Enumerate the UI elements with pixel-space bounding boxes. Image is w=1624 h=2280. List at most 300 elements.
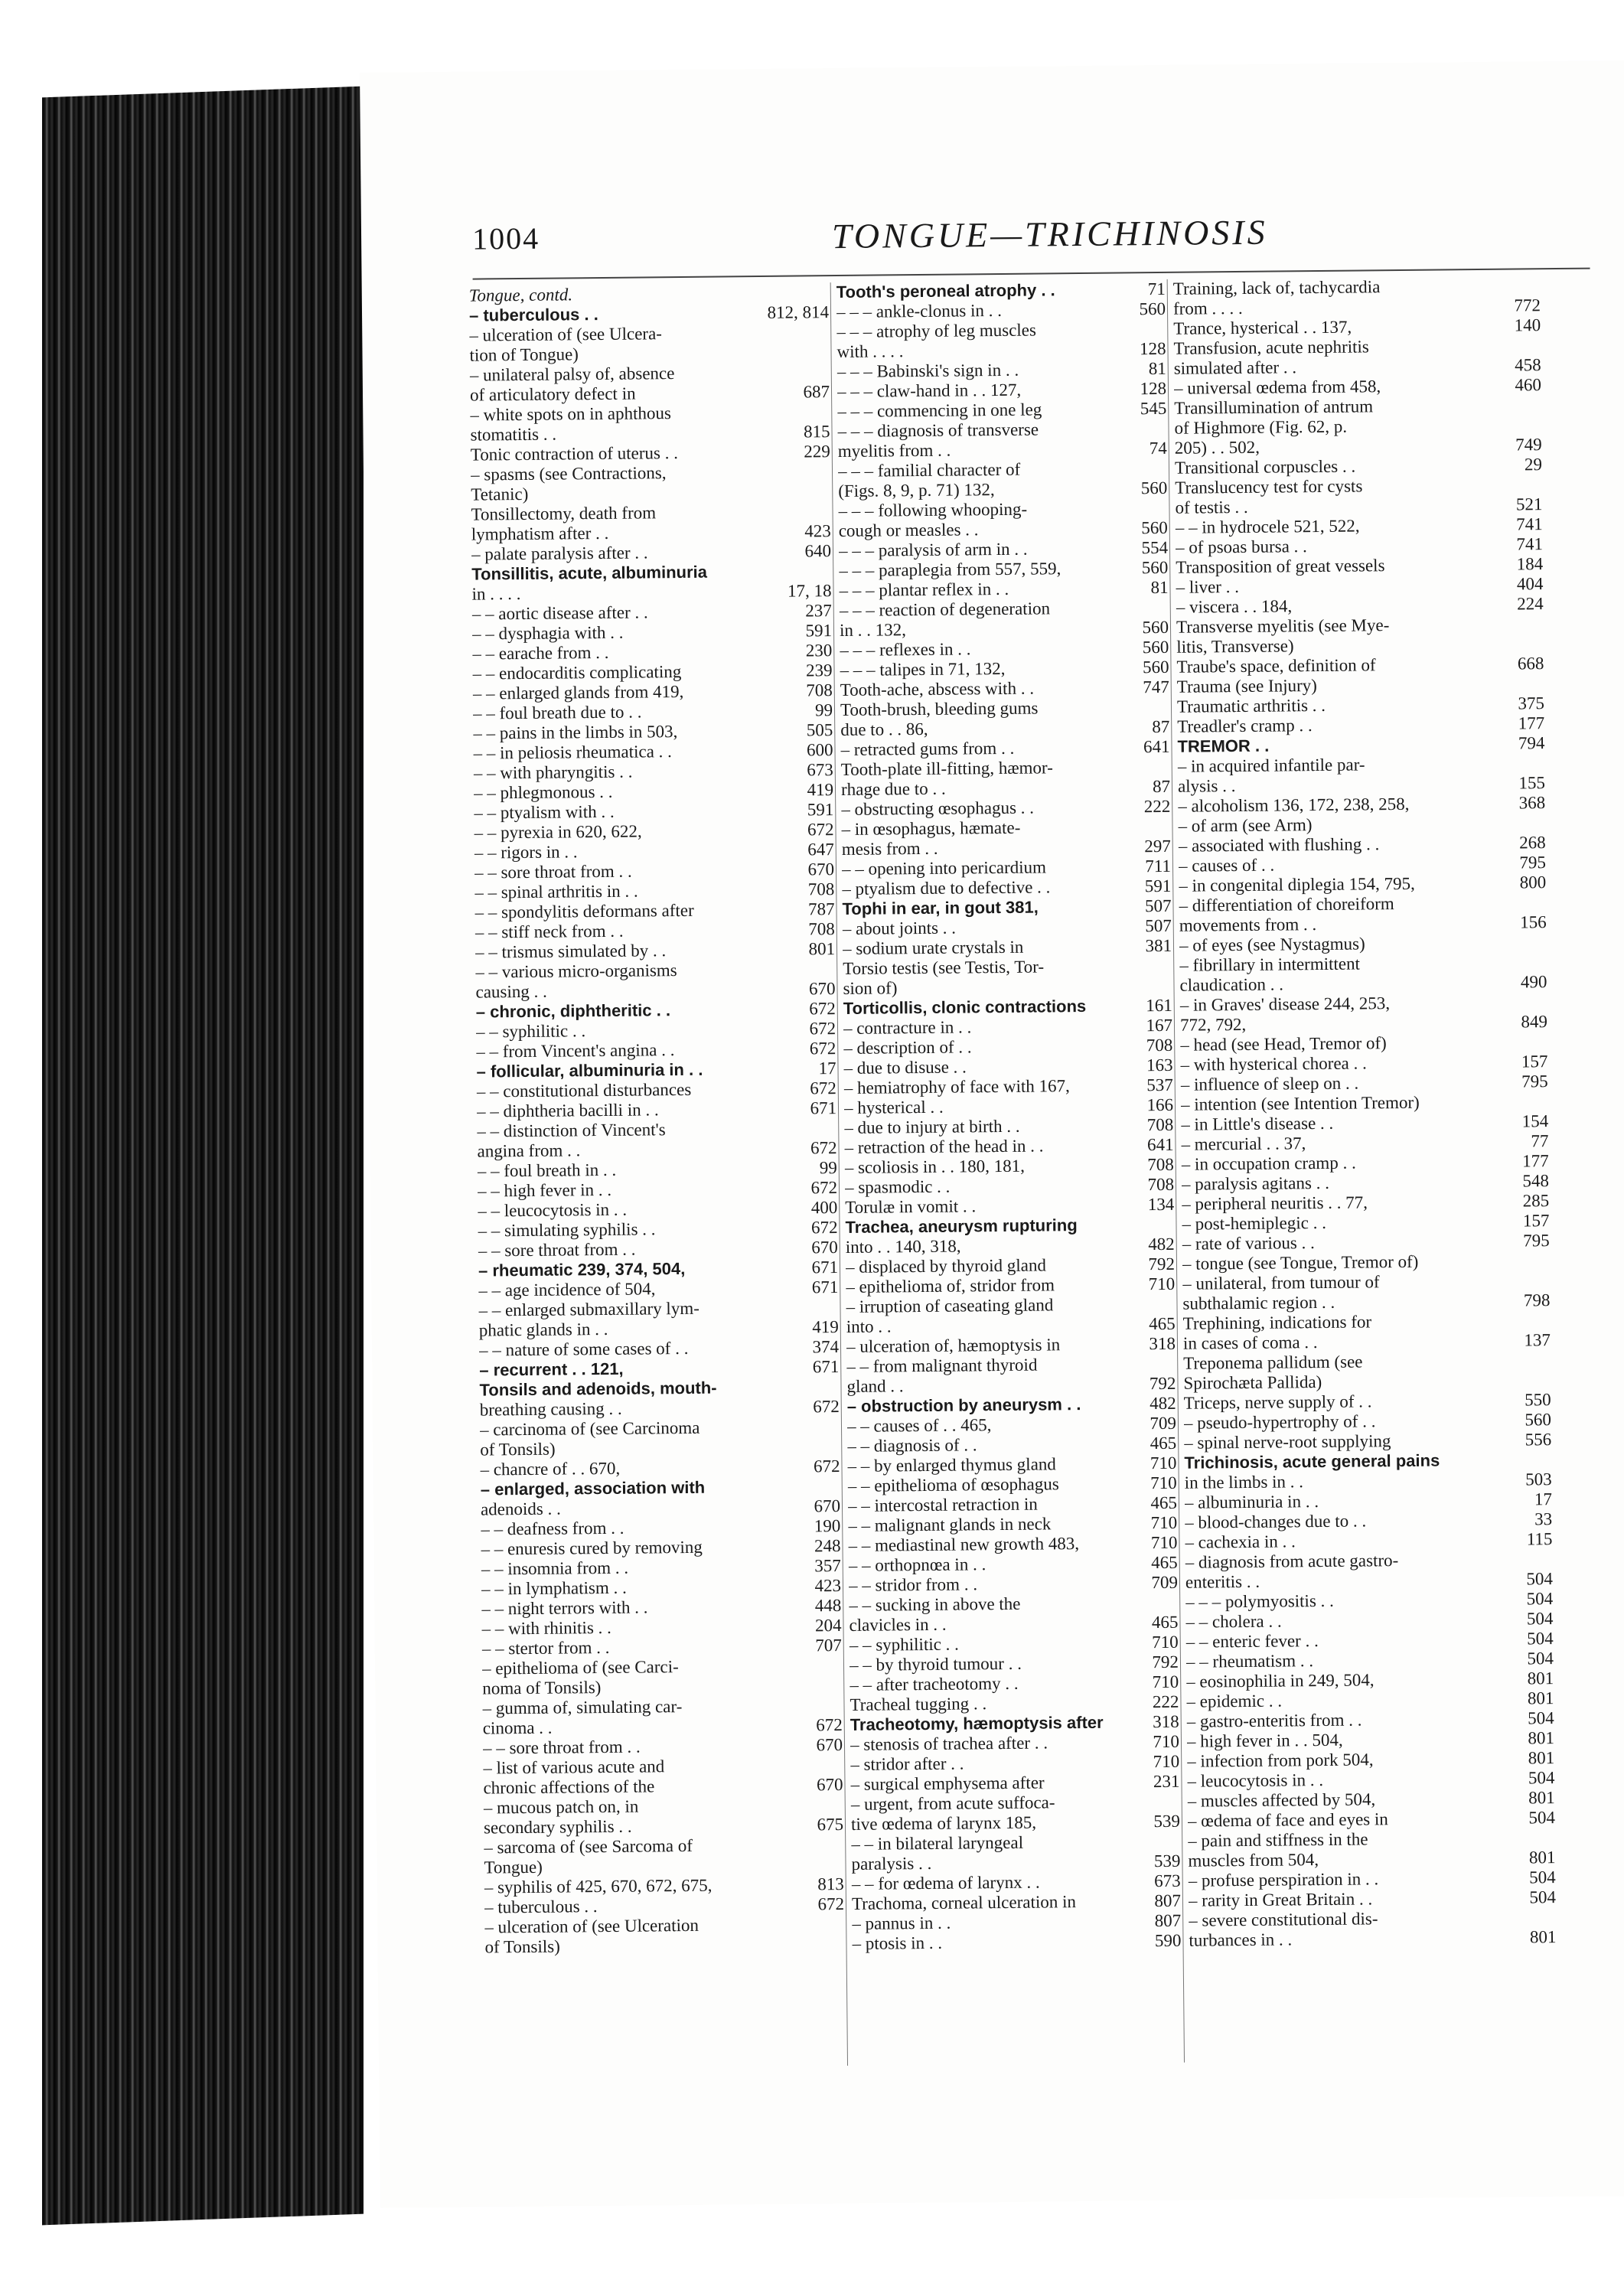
entry-page-refs: 708	[807, 879, 835, 899]
entry-page-refs: 801	[1528, 1788, 1555, 1808]
entry-text: – severe constitutional dis-	[1189, 1909, 1378, 1930]
entry-page-refs: 465	[1150, 1492, 1178, 1513]
entry-page-refs: 591	[805, 621, 833, 641]
entry-text: – – sore throat from . .	[482, 1737, 641, 1758]
entry-text: tion of Tongue)	[469, 344, 579, 365]
entry-page-refs: 670	[807, 859, 835, 879]
entry-text: – description of . .	[843, 1037, 972, 1058]
entry-text: – causes of . .	[1178, 855, 1275, 876]
page-header	[472, 203, 1590, 275]
entry-page-refs: 672	[816, 1715, 843, 1735]
entry-text: – ptyalism due to defective . .	[842, 877, 1051, 899]
entry-text: – – stiff neck from . .	[474, 921, 624, 942]
entry-text: in . . . .	[471, 584, 521, 604]
entry-page-refs: 222	[1143, 796, 1171, 817]
index-entry	[842, 876, 1171, 899]
entry-text: – leucocytosis in . .	[1187, 1770, 1324, 1791]
entry-page-refs: 157	[1522, 1211, 1550, 1231]
entry-text: – – – polymyositis . .	[1185, 1590, 1334, 1612]
entry-text: Tonsillectomy, death from	[471, 503, 657, 524]
entry-text: – – in hydrocele 521, 522,	[1175, 516, 1360, 537]
entry-text: Transitional corpuscles . .	[1174, 456, 1356, 478]
entry-page-refs: 318	[1149, 1333, 1176, 1354]
entry-text: – retracted gums from . .	[840, 738, 1015, 760]
index-entry	[843, 976, 1172, 999]
entry-page-refs: 17, 18	[787, 581, 832, 601]
entry-text: – hysterical . .	[843, 1097, 944, 1117]
entry-text: – irruption of caseating gland	[846, 1295, 1054, 1316]
index-entry	[850, 1752, 1179, 1775]
entry-page-refs: 708	[1146, 1035, 1173, 1055]
entry-text: Tooth's peroneal atrophy . .	[836, 280, 1055, 302]
entry-text: of articulatory defect in	[469, 383, 636, 405]
entry-text: – mucous patch on, in	[483, 1796, 639, 1818]
entry-page-refs: 504	[1527, 1649, 1554, 1668]
entry-text: Tophi in ear, in gout 381,	[842, 897, 1039, 918]
entry-text: – contracture in . .	[843, 1017, 972, 1038]
entry-text: – – – Babinski's sign in . .	[836, 360, 1019, 382]
entry-text: – – – reaction of degeneration	[839, 599, 1051, 621]
entry-text: – – various micro-organisms	[475, 961, 677, 982]
entry-text: sion of)	[843, 978, 898, 998]
entry-page-refs: 710	[1150, 1473, 1177, 1493]
entry-text: – – pains in the limbs in 503,	[473, 722, 678, 743]
entry-text: – gastro-enteritis from . .	[1186, 1710, 1362, 1731]
entry-page-refs: 801	[1527, 1688, 1554, 1708]
entry-page-refs: 710	[1148, 1274, 1176, 1294]
entry-page-refs: 710	[1153, 1731, 1180, 1752]
index-entry	[838, 498, 1167, 521]
entry-text: – epithelioma of, stridor from	[846, 1275, 1055, 1297]
entry-text: – – rheumatism . .	[1185, 1651, 1314, 1672]
entry-text: – in œsophagus, hæmate-	[841, 817, 1021, 840]
entry-page-refs: 556	[1525, 1430, 1552, 1450]
entry-text: – blood-changes due to . .	[1185, 1511, 1367, 1532]
entry-text: in cases of coma . .	[1182, 1332, 1318, 1353]
entry-page-refs: 741	[1516, 534, 1544, 554]
entry-text: Tracheal tugging . .	[850, 1694, 987, 1714]
entry-page-refs: 239	[805, 661, 833, 680]
entry-text: Translucency test for cysts	[1175, 476, 1363, 497]
entry-page-refs: 505	[806, 720, 833, 740]
entry-text: – – age incidence of 504,	[478, 1279, 656, 1300]
entry-text: Treponema pallidum (see	[1183, 1352, 1363, 1373]
entry-text: – unilateral palsy of, absence	[469, 364, 675, 385]
entry-text: – – trismus simulated by . .	[474, 941, 667, 962]
entry-page-refs: 560	[1141, 517, 1168, 538]
entry-text: of Tonsils)	[484, 1936, 560, 1957]
entry-text: – epithelioma of (see Carci-	[481, 1657, 679, 1678]
entry-text: – – diphtheria bacilli in . .	[476, 1100, 659, 1121]
entry-text: – fibrillary in intermittent	[1179, 954, 1361, 975]
entry-page-refs: 229	[804, 442, 830, 462]
index-entry	[843, 916, 1172, 939]
entry-page-refs: 318	[1153, 1711, 1179, 1732]
entry-text: – in acquired infantile par-	[1177, 755, 1365, 776]
entry-page-refs: 675	[817, 1815, 844, 1835]
entry-page-refs: 504	[1526, 1569, 1554, 1589]
entry-text: – in Graves' disease 244, 253,	[1179, 993, 1391, 1015]
entry-page-refs: 668	[1517, 654, 1544, 674]
entry-text: – – mediastinal new growth 483,	[848, 1534, 1080, 1555]
entry-text: – – for œdema of larynx . .	[851, 1872, 1040, 1893]
entry-page-refs: 231	[1153, 1771, 1180, 1792]
entry-text: – alcoholism 136, 172, 238, 258,	[1178, 794, 1410, 816]
index-entry	[843, 1036, 1172, 1058]
index-entry	[836, 319, 1166, 342]
entry-page-refs: 368	[1518, 793, 1546, 813]
entry-page-refs: 708	[1147, 1154, 1174, 1175]
entry-text: – enlarged, association with	[480, 1477, 706, 1499]
entry-page-refs: 400	[810, 1198, 838, 1218]
entry-text: paralysis . .	[851, 1853, 932, 1874]
index-entry	[848, 1513, 1177, 1536]
entry-text: Triceps, nerve supply of . .	[1183, 1391, 1372, 1413]
entry-text: with . . . .	[836, 341, 904, 362]
entry-text: mesis from . .	[841, 838, 938, 859]
index-entry	[484, 1934, 844, 1958]
entry-text: – ptosis in . .	[852, 1933, 943, 1953]
entry-page-refs: 539	[1153, 1811, 1181, 1832]
entry-text: – – syphilitic . .	[475, 1021, 586, 1042]
entry-page-refs: 460	[1515, 375, 1542, 395]
entry-text: cough or measles . .	[838, 520, 979, 541]
entry-text: in . . 132,	[839, 620, 907, 641]
index-entry	[836, 279, 1166, 302]
index-column-1	[469, 282, 845, 1957]
entry-page-refs: 792	[1149, 1373, 1176, 1394]
entry-text: lymphatism after . .	[471, 523, 609, 544]
entry-text: – intention (see Intention Tremor)	[1180, 1092, 1420, 1114]
entry-text: – – foul breath due to . .	[472, 702, 642, 723]
entry-text: – – sore throat from . .	[474, 861, 632, 882]
entry-page-refs: 815	[803, 422, 830, 442]
entry-text: – list of various acute and	[483, 1756, 665, 1778]
entry-text: – – by thyroid tumour . .	[849, 1653, 1022, 1675]
entry-text: – – causes of . . 465,	[846, 1415, 992, 1436]
index-entry	[848, 1493, 1177, 1516]
entry-page-refs: 672	[810, 1178, 838, 1198]
index-entry	[846, 1334, 1176, 1357]
entry-text: – – in bilateral laryngeal	[851, 1832, 1024, 1854]
book-page	[360, 60, 1624, 2208]
entry-page-refs: 71	[1147, 279, 1166, 299]
entry-text: – – orthopnœa in . .	[848, 1554, 986, 1575]
entry-text: – – – ankle-clonus in . .	[836, 300, 1003, 322]
entry-page-refs: 672	[813, 1397, 840, 1417]
entry-text: – – epithelioma of œsophagus	[847, 1474, 1059, 1496]
entry-text: – – – familial character of	[837, 459, 1021, 481]
entry-text: (Figs. 8, 9, p. 71) 132,	[838, 480, 995, 501]
entry-text: – rate of various . .	[1182, 1233, 1315, 1254]
entry-text: – eosinophilia in 249, 504,	[1186, 1670, 1375, 1691]
running-title: TONGUE—TRICHINOSIS	[831, 212, 1268, 256]
entry-text: Trephining, indications for	[1182, 1312, 1372, 1333]
entry-text: – post-hemiplegic . .	[1182, 1212, 1327, 1234]
entry-text: adenoids . .	[480, 1499, 561, 1519]
entry-page-refs: 708	[1147, 1174, 1175, 1195]
entry-text: – rarity in Great Britain . .	[1188, 1889, 1373, 1910]
entry-text: Tetanic)	[471, 484, 529, 504]
entry-page-refs: 140	[1514, 315, 1541, 335]
entry-text: – sarcoma of (see Sarcoma of	[484, 1835, 693, 1858]
index-entry	[840, 717, 1169, 740]
entry-text: – surgical emphysema after	[850, 1773, 1045, 1794]
entry-text: of testis . .	[1175, 497, 1248, 517]
entry-text: Tooth-plate ill-fitting, hæmor-	[840, 758, 1053, 780]
entry-page-refs: 465	[1150, 1433, 1177, 1453]
entry-page-refs: 490	[1520, 972, 1547, 992]
entry-page-refs: 381	[1145, 935, 1172, 956]
entry-page-refs: 177	[1518, 713, 1545, 733]
entry-text: – due to disuse . .	[843, 1057, 967, 1078]
index-entry	[838, 439, 1167, 462]
entry-text: – associated with flushing . .	[1178, 834, 1380, 856]
entry-text: into . . 140, 318,	[845, 1236, 961, 1257]
entry-text: subthalamic region . .	[1182, 1292, 1335, 1313]
page-number: 1004	[471, 220, 540, 256]
index-entry	[845, 1175, 1174, 1198]
entry-text: – with hysterical chorea . .	[1180, 1053, 1367, 1075]
entry-page-refs: 709	[1151, 1572, 1179, 1593]
entry-page-refs: 709	[1150, 1413, 1177, 1434]
entry-page-refs: 504	[1529, 1867, 1556, 1887]
entry-text: – liver . .	[1176, 577, 1240, 597]
entry-text: Tracheotomy, hæmoptysis after	[850, 1712, 1104, 1734]
index-entry	[849, 1573, 1178, 1596]
entry-page-refs: 671	[812, 1357, 840, 1377]
entry-page-refs: 137	[1524, 1330, 1551, 1350]
index-entry	[846, 1314, 1176, 1337]
entry-text: – – intercostal retraction in	[847, 1494, 1038, 1515]
entry-page-refs: 115	[1526, 1529, 1553, 1549]
entry-text: – muscles affected by 504,	[1187, 1789, 1376, 1811]
entry-text: Traube's space, definition of	[1176, 655, 1376, 677]
entry-page-refs: 166	[1146, 1094, 1174, 1115]
entry-page-refs: 297	[1144, 836, 1171, 856]
entry-text: Transfusion, acute nephritis	[1173, 337, 1369, 358]
entry-text: gland . .	[846, 1376, 904, 1396]
entry-text: – spasms (see Contractions,	[470, 463, 667, 484]
entry-page-refs: 74	[1149, 438, 1167, 458]
entry-page-refs: 81	[1150, 577, 1169, 598]
index-entry	[836, 299, 1166, 322]
index-entry	[838, 478, 1167, 501]
entry-page-refs: 167	[1146, 1015, 1173, 1036]
entry-text: – tuberculous . .	[468, 305, 598, 325]
index-entry	[837, 359, 1166, 382]
index-entry	[840, 657, 1169, 680]
entry-page-refs: 29	[1524, 455, 1543, 475]
entry-text: Tonic contraction of uterus . .	[470, 443, 679, 465]
entry-text: – – cholera . .	[1185, 1611, 1282, 1632]
entry-text: in the limbs in . .	[1184, 1472, 1304, 1492]
entry-page-refs: 641	[1146, 1134, 1174, 1155]
entry-page-refs: 560	[1142, 617, 1169, 638]
entry-page-refs: 670	[808, 979, 836, 999]
entry-text: – – simulating syphilis . .	[478, 1219, 656, 1241]
entry-page-refs: 792	[1152, 1652, 1179, 1672]
entry-page-refs: 248	[814, 1536, 841, 1556]
index-entry	[844, 1115, 1173, 1138]
entry-page-refs: 795	[1523, 1231, 1550, 1251]
entry-text: – – – claw-hand in . . 127,	[836, 380, 1022, 402]
entry-text: – retraction of the head in . .	[844, 1136, 1044, 1157]
entry-text: Treadler's cramp . .	[1177, 716, 1313, 736]
entry-page-refs: 554	[1141, 537, 1169, 558]
entry-page-refs: 222	[1152, 1691, 1179, 1712]
entry-page-refs: 504	[1526, 1589, 1554, 1609]
entry-text: – – – diagnosis of transverse	[837, 419, 1039, 442]
entry-text: – – dysphagia with . .	[471, 622, 624, 644]
entry-text: – chronic, diphtheritic . .	[475, 1000, 671, 1022]
entry-page-refs: 670	[811, 1238, 838, 1257]
entry-page-refs: 801	[1528, 1848, 1556, 1867]
entry-text: – – insomnia from . .	[481, 1558, 629, 1579]
entry-text: – scoliosis in . . 180, 181,	[844, 1156, 1025, 1177]
entry-page-refs: 17	[818, 1058, 836, 1078]
entry-text: phatic glands in . .	[478, 1319, 608, 1340]
entry-page-refs: 708	[1146, 1114, 1174, 1135]
index-entry	[850, 1672, 1179, 1695]
entry-page-refs: 128	[1139, 338, 1166, 359]
entry-page-refs: 640	[804, 541, 832, 561]
entry-text: – stenosis of trachea after . .	[850, 1733, 1048, 1754]
entry-text: – of psoas bursa . .	[1175, 537, 1307, 557]
entry-page-refs: 99	[814, 700, 833, 720]
entry-page-refs: 448	[814, 1596, 842, 1616]
entry-page-refs: 503	[1525, 1469, 1552, 1489]
entry-page-refs: 155	[1518, 773, 1546, 793]
entry-page-refs: 375	[1518, 693, 1545, 713]
entry-page-refs: 600	[806, 740, 833, 760]
entry-text: due to . . 86,	[840, 719, 928, 740]
entry-page-refs: 670	[816, 1775, 843, 1795]
entry-text: – – – paralysis of arm in . .	[838, 539, 1028, 561]
index-entry	[840, 737, 1169, 760]
entry-text: – – foul breath in . .	[477, 1160, 617, 1181]
entry-page-refs: 521	[1515, 494, 1543, 514]
entry-page-refs: 482	[1148, 1234, 1175, 1254]
entry-text: – – high fever in . .	[477, 1179, 612, 1201]
entry-text: – pain and stiffness in the	[1188, 1829, 1368, 1851]
entry-page-refs: 87	[1152, 716, 1170, 737]
entry-page-refs: 813	[817, 1874, 844, 1894]
index-entry	[843, 1055, 1172, 1078]
entry-text: secondary syphilis . .	[483, 1816, 632, 1838]
entry-text: Tooth-ache, abscess with . .	[840, 678, 1035, 700]
entry-page-refs: 507	[1144, 895, 1172, 916]
index-entry	[847, 1453, 1176, 1476]
entry-page-refs: 560	[1140, 478, 1168, 498]
entry-page-refs: 268	[1519, 833, 1546, 853]
entry-text: – – opening into pericardium	[841, 857, 1047, 879]
entry-text: – – aortic disease after . .	[471, 602, 648, 624]
entry-page-refs: 671	[811, 1257, 839, 1277]
entry-text: – – with pharyngitis . .	[473, 762, 633, 783]
entry-page-refs: 747	[1143, 677, 1169, 697]
entry-text: – – earache from . .	[472, 642, 609, 664]
entry-page-refs: 17	[1534, 1489, 1553, 1509]
entry-text: – – night terrors with . .	[481, 1597, 648, 1619]
entry-text: – hemiatrophy of face with 167,	[843, 1076, 1070, 1098]
entry-page-refs: 204	[814, 1616, 842, 1636]
index-entry	[841, 757, 1170, 780]
entry-text: Trachoma, corneal ulceration in	[851, 1892, 1077, 1913]
entry-text: – – sore throat from . .	[478, 1239, 636, 1261]
index-entry	[843, 936, 1172, 959]
entry-page-refs: 458	[1515, 355, 1541, 375]
entry-page-refs: 801	[808, 939, 836, 959]
entry-text: – spinal nerve-root supplying	[1184, 1431, 1391, 1453]
index-entry	[852, 1911, 1181, 1934]
entry-text: – high fever in . . 504,	[1186, 1730, 1343, 1751]
entry-page-refs: 672	[807, 820, 834, 840]
entry-text: Training, lack of, tachycardia	[1172, 277, 1381, 298]
index-entry	[847, 1434, 1176, 1456]
entry-text: rhage due to . .	[840, 778, 946, 800]
entry-page-refs: 801	[1527, 1668, 1554, 1688]
entry-text: – – – commencing in one leg	[837, 400, 1042, 422]
entry-text: stomatitis . .	[470, 424, 557, 445]
index-entry	[839, 538, 1168, 561]
index-entry	[840, 677, 1169, 700]
entry-text: – – leucocytosis in . .	[478, 1199, 628, 1221]
entry-text: – profuse perspiration in . .	[1188, 1869, 1379, 1890]
index-entry	[849, 1593, 1178, 1616]
entry-page-refs: 161	[1146, 995, 1172, 1016]
entry-page-refs: 33	[1534, 1509, 1553, 1529]
index-entry	[837, 399, 1166, 422]
entry-text: – – – reflexes in . .	[840, 639, 971, 661]
entry-page-refs: 749	[1515, 435, 1542, 455]
entry-text: – paralysis agitans . .	[1181, 1173, 1330, 1194]
entry-text: noma of Tonsils)	[482, 1678, 602, 1698]
entry-text: claudication . .	[1179, 974, 1284, 995]
entry-text: – – phlegmonous . .	[473, 781, 613, 803]
entry-text: – – enteric fever . .	[1185, 1631, 1319, 1652]
index-entry	[847, 1394, 1176, 1417]
entry-text: litis, Transverse)	[1176, 636, 1294, 657]
index-entry	[843, 996, 1172, 1019]
entry-text: – – in peliosis rheumatica . .	[473, 742, 672, 763]
entry-text: – white spots on in aphthous	[470, 403, 672, 425]
entry-page-refs: 707	[815, 1636, 842, 1655]
entry-page-refs: 504	[1527, 1629, 1554, 1649]
index-entry	[837, 419, 1166, 442]
index-entry	[840, 697, 1169, 720]
entry-text: – – stridor from . .	[848, 1574, 978, 1595]
entry-page-refs: 710	[1150, 1453, 1177, 1473]
index-entry	[850, 1692, 1179, 1715]
index-entry	[841, 797, 1170, 820]
index-entry	[846, 1254, 1175, 1277]
entry-text: – rheumatic 239, 374, 504,	[478, 1258, 686, 1280]
entry-text: – – spondylitis deformans after	[474, 900, 694, 922]
index-entry	[843, 1016, 1172, 1039]
entry-page-refs: 184	[1516, 554, 1544, 574]
entry-page-refs: 710	[1150, 1532, 1178, 1553]
index-entry	[852, 1931, 1181, 1954]
entry-text: – – nature of some cases of . .	[478, 1338, 689, 1360]
index-entry	[849, 1553, 1178, 1576]
entry-page-refs: 537	[1146, 1075, 1173, 1095]
entry-text: myelitis from . .	[837, 440, 951, 462]
entry-text: chronic affections of the	[483, 1776, 655, 1798]
entry-text: – – diagnosis of . .	[847, 1435, 977, 1456]
index-entry	[839, 558, 1168, 581]
index-entry	[837, 379, 1166, 402]
